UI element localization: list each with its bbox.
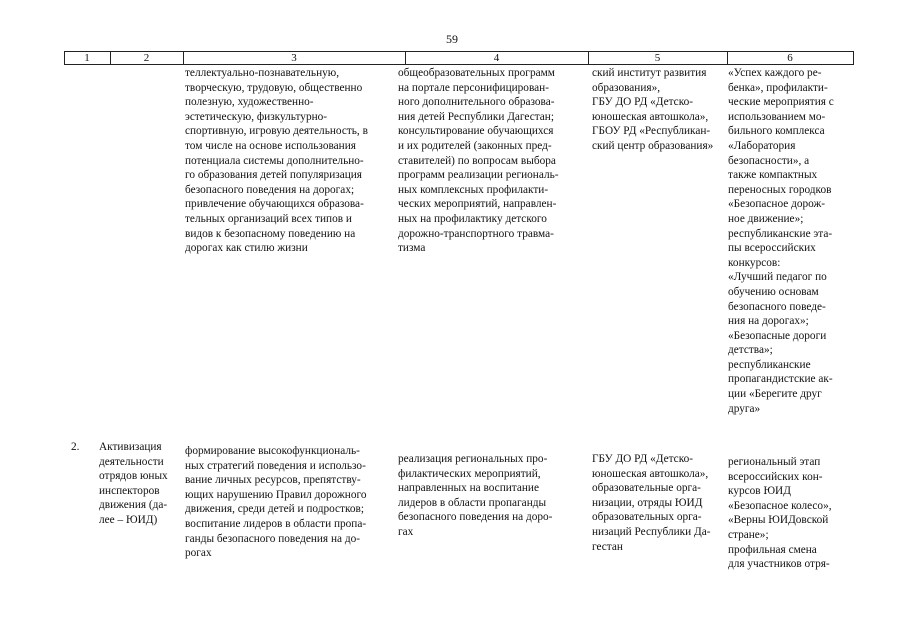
header-divider-right: [853, 51, 854, 65]
column-header-2: 2: [143, 52, 150, 64]
row-cell-activities: общеобразовательных программ на портале персонифицирован- ного дополнительного образова- ния детей Республики Дагестан; консультирование обучающихся и их родителей (законных пред- ставителей) по вопросам выбора программ реализации региональ- ных комплексных профилакти- ческих мероприятий, направлен- ных на профилактику детского дорожно-транспортного травма- тизма: [398, 67, 559, 255]
column-header-1: 1: [84, 52, 90, 64]
row-cell-responsible: ский институт развития образования», ГБУ ДО РД «Детско- юношеская автошкола», ГБОУ РД «Республикан- ский центр образования»: [592, 67, 714, 152]
row-cell-results: «Успех каждого ре- бенка», профилакти- ческие мероприятия с использованием мо- бильного комплекса «Лаборатория безопасности», а также компактных переносных городков «Безопасное дорож- ное движение»; республиканские эта- пы всероссийских конкурсов: «Лучший педагог по обучению основам безопасного поведе- ния на дорогах»; «Безопасные дороги детства»; республиканские пропагандистские ак- ции «Берегите друг друга»: [728, 67, 834, 415]
row-cell-activities: реализация региональных про- филактических мероприятий, направленных на воспитание лидеров в области пропаганды безопасного поведения на доро- гах: [398, 453, 553, 538]
column-header-4: 4: [493, 52, 500, 64]
column-header-5: 5: [654, 52, 661, 64]
row-cell-objectives: формирование высокофункциональ- ных стратегий поведения и использо- вание личных ресурсов, препятству- ющих нарушению Правил дорожного движения, среди детей и подростков; воспитание лидеров в области пропа- ганды безопасного поведения на до- рогах: [185, 445, 367, 560]
page-number: 59: [446, 32, 458, 46]
row-cell-responsible: ГБУ ДО РД «Детско- юношеская автошкола», образовательные орга- низации, отряды ЮИД образовательных орга- низаций Республики Да- гестан: [592, 453, 711, 553]
column-header-6: 6: [787, 52, 793, 64]
row-cell-results: региональный этап всероссийских кон- курсов ЮИД «Безопасное колесо», «Верны ЮИДовской стране»; профильная смена для участников отря-: [728, 456, 832, 571]
row-number: 2.: [71, 441, 80, 453]
column-header-3: 3: [291, 52, 297, 64]
row-cell-objectives: теллектуально-познавательную, творческую, трудовую, общественно полезную, художественно- эстетическую, физкультурно- спортивную, игровую деятельность, в том числе на основе использования потенциала системы дополнительно- го образования детей популяризация безопасного поведения на дорогах; привлечение обучающихся образова- тельных организаций всех типов и видов к безопасному поведению на дорогах как стилю жизни: [185, 67, 368, 255]
row-title: Активизация деятельности отрядов юных инспекторов движения (да- лее – ЮИД): [99, 441, 168, 526]
